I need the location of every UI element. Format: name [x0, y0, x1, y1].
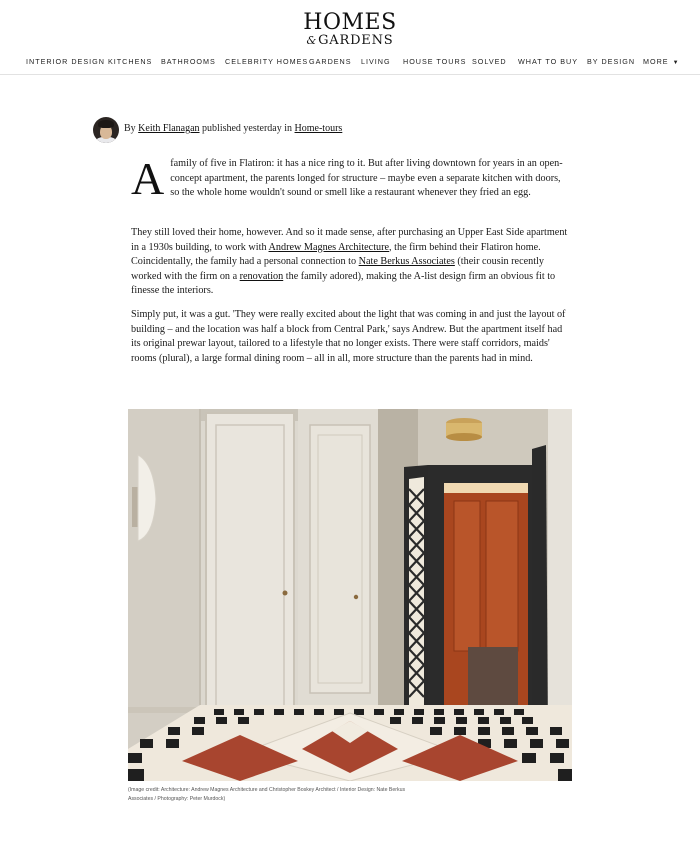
logo-wordmark-top: HOMES: [303, 10, 397, 35]
nav-item-living[interactable]: LIVING: [361, 57, 391, 66]
logo-wordmark-gardens: GARDENS: [318, 33, 394, 48]
paragraph-2-part-a: They still loved their home, however. And so it made sense, after purchasing an Upper East Side apartment in a 1930s building, to work with: [131, 227, 568, 253]
nav-item-more[interactable]: [643, 57, 680, 66]
chevron-down-icon: ▼: [672, 60, 680, 66]
photo-caption: (Image credit: Architecture: Andrew Magnes Architecture and Christopher Boskey Architect / Interior Design: Nate Berkus Associates / Photography: Peter Murdock): [128, 787, 406, 802]
paragraph-2-part-b: , the firm behind their Flatiron home. Coincidentally, the family had a personal connection to: [131, 241, 541, 267]
elevator-cab: [444, 483, 528, 707]
hero-photo[interactable]: [128, 409, 572, 781]
nav-item-gardens[interactable]: GARDENS: [309, 57, 352, 66]
lattice-door: [404, 465, 428, 727]
paragraph-3-text: Simply put, it was a gut. 'They were really excited about the light that was coming in and just the layout of building – and the location was half a block from Central Park,' says Andrew. But the apartment itself had its original prewar layout, tailored to a lifestyle that no longer exists. There were staff corridors, maids' rooms (plural), a large formal dining room – all in all, more structure than the parents had in mind.: [131, 309, 566, 364]
nav-item-house-tours[interactable]: HOUSE TOURS: [403, 57, 467, 66]
main-nav: [0, 57, 700, 71]
link-nate-berkus-associates[interactable]: Nate Berkus Associates: [358, 256, 455, 267]
nav-item-celebrity-homes[interactable]: CELEBRITY HOMES: [225, 57, 309, 66]
link-andrew-magnes-architecture[interactable]: Andrew Magnes Architecture: [268, 241, 390, 253]
nav-item-by-design[interactable]: BY DESIGN: [587, 57, 636, 66]
nav-item-what-to-buy[interactable]: WHAT TO BUY: [518, 57, 578, 66]
hero-photo-illustration: [128, 409, 572, 781]
nav-item-kitchens[interactable]: KITCHENS: [108, 57, 153, 66]
nav-more-label: MORE: [643, 57, 669, 66]
author-link[interactable]: Keith Flanagan: [138, 123, 200, 134]
avatar-hair: [98, 120, 114, 128]
byline-text: [124, 123, 342, 134]
paragraph-1-text: family of five in Flatiron: it has a nice ring to it. But after living downtown for years in an open-concept apartment, the parents longed for structure – maybe even a separate kitchen with doors, so the whole home wouldn't sound or smell like a restaurant whenever they fried an egg.: [170, 158, 563, 198]
tall-door: [206, 413, 294, 719]
site-header: [0, 0, 700, 75]
paragraph-2-part-c: (their cousin recently worked with the firm on a: [131, 256, 544, 282]
drop-cap: A: [131, 153, 165, 204]
nav-item-bathrooms[interactable]: BATHROOMS: [161, 57, 216, 66]
ceiling-light: [446, 418, 482, 441]
closet-panel: [310, 425, 370, 693]
category-link[interactable]: Home-tours: [294, 123, 343, 134]
nav-item-solved[interactable]: SOLVED: [472, 57, 507, 66]
logo-ampersand: &: [306, 34, 318, 47]
byline-by: By: [124, 123, 136, 134]
article-paragraph-1: [131, 153, 572, 204]
byline-in: in: [284, 123, 293, 134]
paragraph-2-part-d: the family adored), making the A-list design firm an obvious fit to finesse the interiors.: [131, 270, 556, 296]
article-paragraph-3: [131, 308, 572, 366]
article-paragraph-2: [131, 226, 572, 299]
site-logo[interactable]: [0, 12, 700, 47]
author-avatar[interactable]: [93, 117, 119, 143]
nav-item-interior-design[interactable]: INTERIOR DESIGN: [26, 57, 105, 66]
byline-published: published yesterday: [202, 123, 282, 134]
link-renovation[interactable]: renovation: [239, 270, 284, 282]
logo-wordmark-bottom: [0, 34, 700, 47]
